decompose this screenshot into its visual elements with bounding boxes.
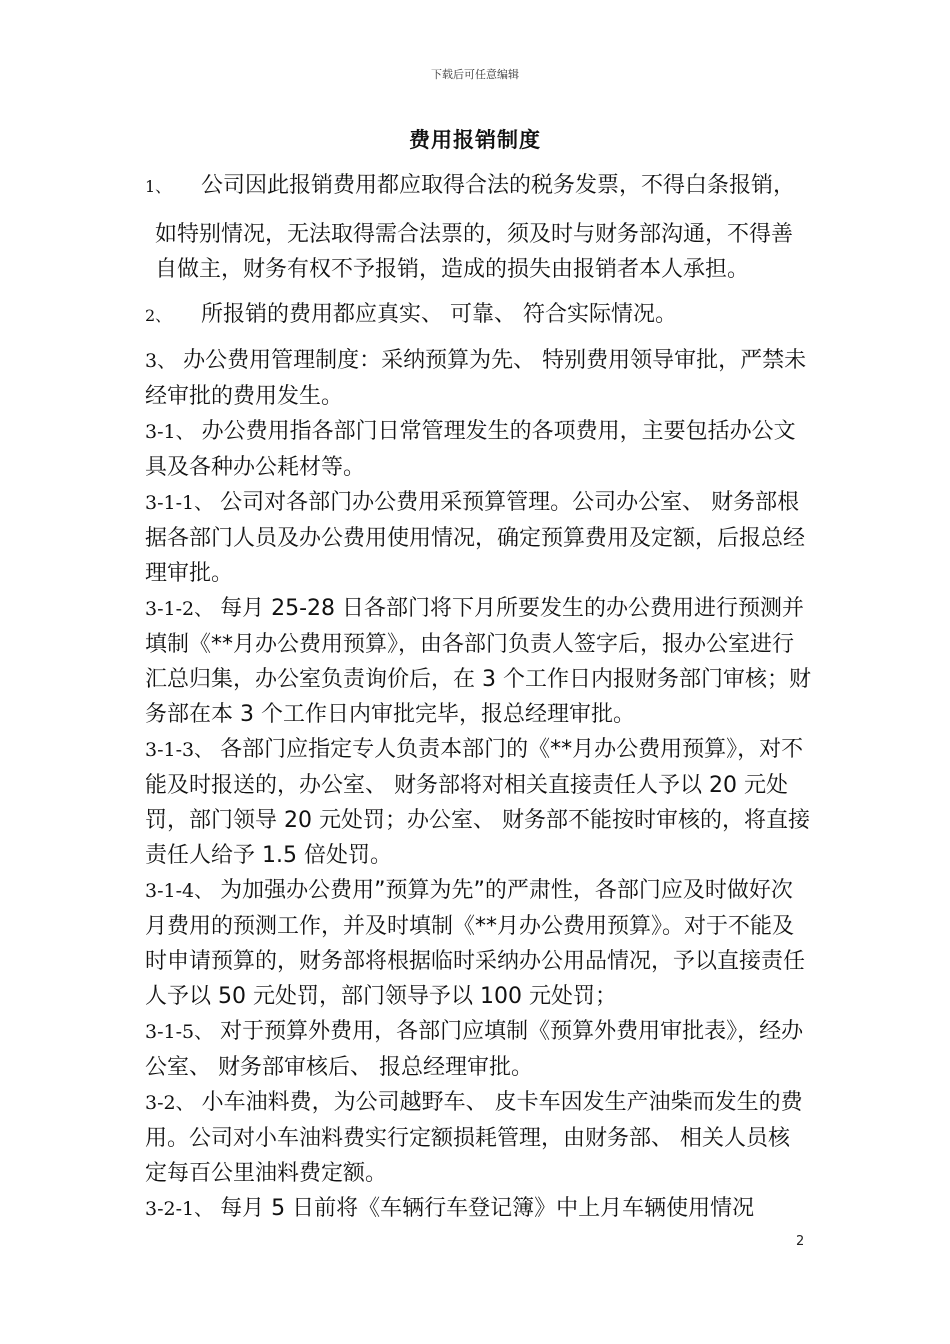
paragraph-3-1-1: [145, 485, 811, 591]
paragraph-number: 3-1-3、: [145, 739, 214, 761]
paragraph-text: 办公费用管理制度：采纳预算为先、 特别费用领导审批，严禁未经审批的费用发生。: [145, 348, 807, 409]
paragraph-3-1-3: [145, 732, 811, 873]
paragraph-3-2: [145, 1085, 811, 1191]
paragraph-text: 所报销的费用都应真实、 可靠、 符合实际情况。: [201, 302, 677, 327]
page-title: 费用报销制度: [409, 128, 541, 152]
paragraph-number: 3、: [145, 350, 177, 372]
paragraph-text: 公司因此报销费用都应取得合法的税务发票，不得白条报销，: [201, 173, 796, 198]
paragraph-text: 小车油料费，为公司越野车、 皮卡车因发生产油柴而发生的费用。公司对小车油料费实行定额损耗管理，由财务部、 相关人员核定每百公里油料费定额。: [145, 1090, 803, 1186]
header-note: 下载后可任意编辑: [431, 68, 519, 81]
paragraph-number: 3-1-2、: [145, 598, 214, 620]
paragraph-1-continued: [145, 217, 811, 287]
paragraph-number: 3-2、: [145, 1092, 195, 1114]
paragraph-2: [145, 297, 811, 333]
paragraph-number: 3-1-4、: [145, 880, 214, 902]
paragraph-text: 各部门应指定专人负责本部门的《**月办公费用预算》，对不能及时报送的，办公室、 财务部将对相关直接责任人予以 20 元处罚，部门领导 20 元处罚；办公室、 财务部不能按时审核的，将直接责任人给予 1.5 倍处罚。: [145, 737, 810, 868]
paragraph-text: 每月 5 日前将《车辆行车登记簿》中上月车辆使用情况: [220, 1196, 755, 1221]
paragraph-1: [145, 168, 811, 204]
paragraph-number: 2、: [145, 306, 172, 325]
paragraph-text: 对于预算外费用，各部门应填制《预算外费用审批表》，经办公室、 财务部审核后、 报总经理审批。: [145, 1019, 804, 1080]
paragraph-3-1: [145, 414, 811, 485]
paragraph-text: 公司对各部门办公费用采预算管理。公司办公室、 财务部根据各部门人员及办公费用使用情况，确定预算费用及定额，后报总经理审批。: [145, 490, 806, 586]
paragraph-3-1-4: [145, 873, 811, 1014]
paragraph-number: 3-1、: [145, 421, 195, 443]
paragraph-number: 3-1-5、: [145, 1021, 214, 1043]
page-number: 2: [796, 1234, 805, 1249]
document-body: [145, 168, 811, 1227]
paragraph-text: 每月 25-28 日各部门将下月所要发生的办公费用进行预测并填制《**月办公费用预算》，由各部门负责人签字后，报办公室进行汇总归集，办公室负责询价后，在 3 个工作日内报财务部门审核；财务部在本 3 个工作日内审批完毕，报总经理审批。: [145, 596, 811, 727]
paragraph-3: [145, 343, 811, 414]
paragraph-3-1-2: [145, 591, 811, 732]
paragraph-number: 3-1-1、: [145, 492, 214, 514]
paragraph-3-1-5: [145, 1014, 811, 1085]
paragraph-3-2-1: [145, 1191, 811, 1227]
paragraph-number: 1、: [145, 177, 172, 196]
paragraph-text: 办公费用指各部门日常管理发生的各项费用，主要包括办公文具及各种办公耗材等。: [145, 419, 796, 480]
paragraph-text: 如特别情况，无法取得需合法票的，须及时与财务部沟通，不得善自做主，财务有权不予报销，造成的损失由报销者本人承担。: [155, 222, 794, 282]
paragraph-text: 为加强办公费用”预算为先”的严肃性，各部门应及时做好次月费用的预测工作，并及时填制《**月办公费用预算》。对于不能及时申请预算的，财务部将根据临时采纳办公用品情况，予以直接责任人予以 50 元处罚，部门领导予以 100 元处罚；: [145, 878, 806, 1009]
paragraph-number: 3-2-1、: [145, 1198, 214, 1220]
